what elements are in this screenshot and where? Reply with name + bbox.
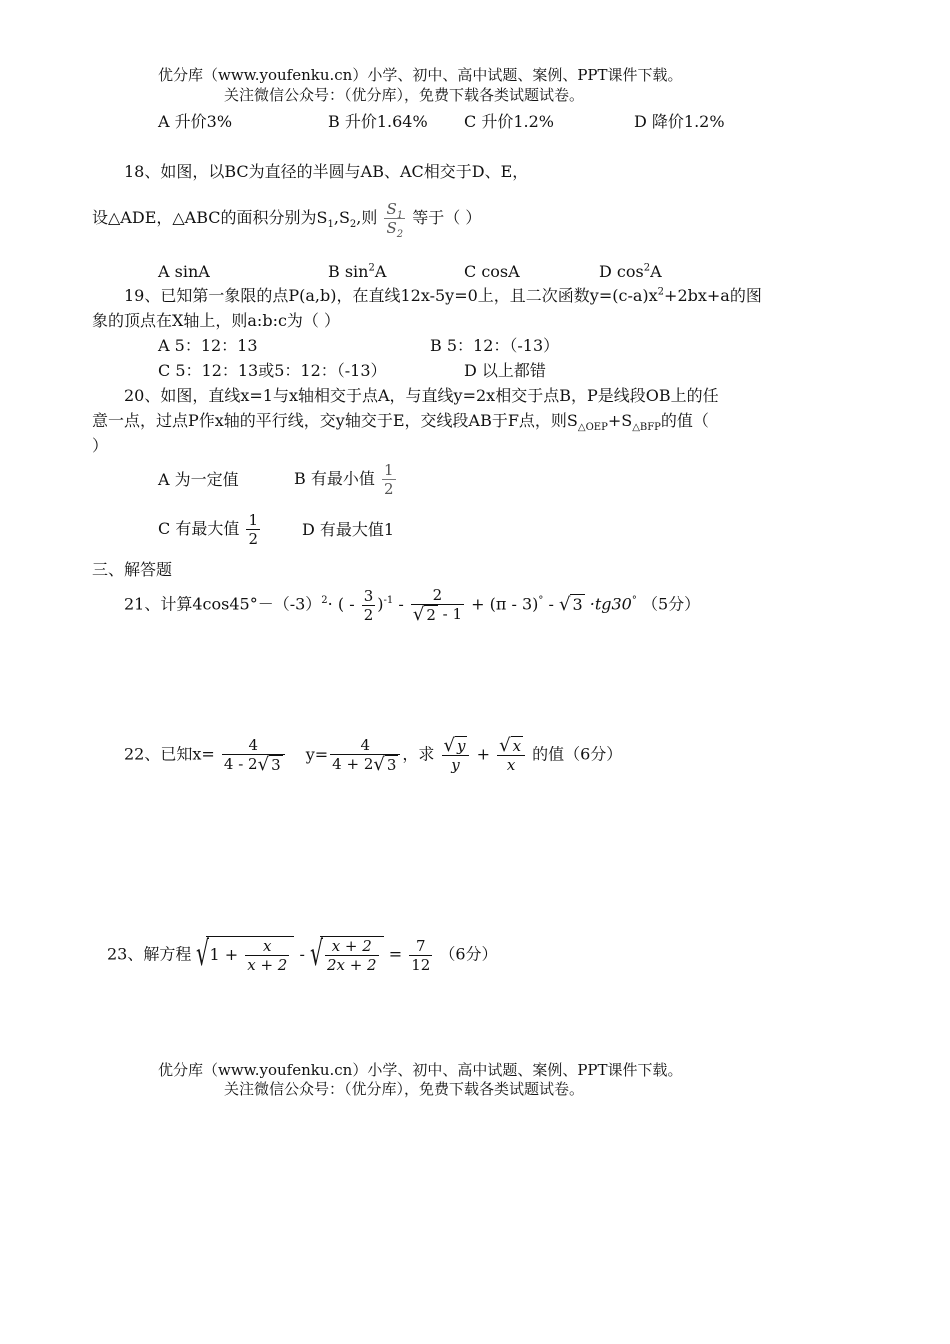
- q20-opt-b-text: B 有最小值: [294, 469, 375, 488]
- q21-sup-2: -1: [383, 595, 394, 607]
- q19-line-2: 象的顶点在X轴上，则a:b:c为（ ）: [92, 311, 341, 330]
- q23-f1-num: x: [263, 937, 272, 955]
- q22-f2-den: x: [497, 755, 525, 774]
- q23-fraction-1: [245, 937, 289, 974]
- q18-opt-d-post: A: [650, 262, 662, 281]
- q18-opt-d-pre: D cos: [599, 262, 644, 281]
- q21-tg: ·tg30: [589, 594, 632, 614]
- q18-option-a: A sinA: [158, 262, 210, 281]
- q17-option-a: A 升价3%: [158, 112, 233, 131]
- q23-f1-den: x + 2: [247, 956, 288, 974]
- q17-option-d: D 降价1.2%: [634, 112, 725, 131]
- q17-option-b: B 升价1.64%: [328, 112, 428, 131]
- q22-expression: [124, 736, 622, 774]
- q18-frac-den: S: [386, 219, 397, 237]
- q21-sup-1: 2: [321, 595, 328, 607]
- q18-opt-b-sup: 2: [368, 262, 375, 274]
- q18-line-1: 18、如图，以BC为直径的半圆与AB、AC相交于D、E，: [124, 162, 529, 181]
- q23-f2-den: 2x + 2: [326, 956, 377, 974]
- q20-opt-c-den: 2: [248, 530, 258, 548]
- q20-option-b: [294, 461, 398, 498]
- q23-one-plus: 1 +: [209, 945, 239, 964]
- q18-fraction: [384, 200, 405, 240]
- q20-option-c: [158, 511, 262, 548]
- q22-y-radical: √ 3: [373, 754, 397, 775]
- q22-x-radical: √ 3: [257, 754, 281, 775]
- q22-plus: +: [476, 744, 490, 764]
- q22-x-num: 4: [248, 736, 259, 754]
- q23-rhs-fraction: [409, 937, 432, 974]
- footer-line-2: 关注微信公众号：（优分库），免费下载各类试题试卷。: [224, 1080, 585, 1098]
- q21-expression: [124, 586, 700, 624]
- q18-frac-num: S: [386, 200, 397, 218]
- q22-y-den-pre: 4 + 2: [332, 755, 374, 773]
- q22-pre: 22、已知x=: [124, 744, 215, 764]
- q22-y-den-rad: 3: [386, 756, 397, 774]
- q23-minus: -: [299, 944, 305, 964]
- q22-y-num: 4: [360, 736, 371, 754]
- q20-line-2: [92, 411, 709, 434]
- q21-degree: °: [538, 595, 544, 607]
- q21-minus: -: [398, 594, 404, 614]
- q18-then: ,则: [356, 208, 378, 227]
- q18-option-d: [599, 262, 662, 282]
- q21-f2-num: 2: [432, 586, 443, 604]
- q22-post: 的值（6分）: [532, 744, 623, 764]
- q22-y-label: y=: [305, 744, 329, 764]
- q23-fraction-2: [325, 937, 379, 974]
- q19-line-1: [124, 286, 762, 306]
- q20-line-3: ）: [92, 436, 109, 455]
- q21-paren-open: ( -: [337, 594, 355, 614]
- header-line-2: 关注微信公众号：（优分库），免费下载各类试题试卷。: [224, 86, 585, 104]
- q18-option-b: [328, 262, 386, 282]
- q18-comma: ,S: [333, 208, 350, 227]
- q22-fraction-2: [497, 736, 525, 774]
- q19-option-b: B 5：12：（-13）: [430, 336, 560, 355]
- q17-option-c: C 升价1.2%: [464, 112, 554, 131]
- section-3-title: 三、解答题: [92, 560, 173, 579]
- q19-option-d: D 以上都错: [464, 361, 546, 380]
- q20-sub-oep: △OEP: [577, 422, 608, 434]
- q23-expression: [107, 936, 498, 974]
- q21-f2-den-rad: 2: [426, 606, 436, 624]
- header-line-1: 优分库（www.youfenku.cn）小学、初中、高中试题、案例、PPT课件下载。: [158, 66, 683, 84]
- q22-x-fraction: [222, 736, 285, 774]
- q23-pre: 23、解方程: [107, 944, 192, 964]
- q18-text-pre: 设△ADE，△ABC的面积分别为S: [92, 208, 328, 227]
- q22-f2-num-rad: x: [512, 737, 522, 755]
- q18-line-2: [92, 200, 482, 240]
- q20-opt-c-num: 1: [248, 511, 258, 529]
- q22-x-den-rad: 3: [271, 756, 281, 774]
- q18-opt-d-sup: 2: [643, 262, 651, 274]
- q20-plus-s: +S: [607, 411, 633, 430]
- q20-opt-c-text: C 有最大值: [158, 519, 240, 538]
- q20-option-a: A 为一定值: [158, 470, 239, 489]
- q23-eq: =: [388, 944, 403, 964]
- q18-opt-b-post: A: [374, 262, 387, 281]
- q22-f1-radical: √ y: [443, 735, 466, 756]
- q22-f1-den: y: [442, 755, 470, 774]
- q22-f2-radical: √ x: [499, 735, 522, 756]
- q20-line-1: 20、如图，直线x=1与x轴相交于点A，与直线y=2x相交于点B，P是线段OB上的任: [124, 386, 719, 405]
- q20-opt-c-fraction: [246, 511, 260, 548]
- q22-ask: ，求: [402, 744, 435, 764]
- q21-radical-3: √ 3: [558, 594, 583, 615]
- q22-x-den-pre: 4 - 2: [223, 755, 258, 773]
- q21-plus-pi: + (π - 3): [471, 594, 539, 614]
- q21-minus-2: -: [548, 594, 554, 614]
- q21-f1-num: 3: [363, 586, 374, 605]
- q21-f1-den: 2: [363, 605, 374, 624]
- q23-radical-1: √ 1 + $\frac{x}{x + 2}$: [196, 936, 294, 974]
- q18-sub-1: 1: [327, 219, 334, 231]
- q18-frac-num-sub: 1: [396, 210, 404, 221]
- q19-option-a: A 5：12：13: [158, 336, 258, 355]
- q20-opt-b-fraction: [382, 461, 396, 498]
- q20-line2-post: 的值（: [660, 411, 709, 430]
- q20-option-d: D 有最大值1: [302, 520, 395, 539]
- q22-fraction-1: [442, 736, 470, 774]
- q19-line1-pre: 19、已知第一象限的点P(a,b)，在直线12x-5y=0上，且二次函数y=(c-a)x: [124, 286, 658, 305]
- q18-equals: 等于（ ）: [412, 208, 482, 227]
- q19-line1-post: +2bx+a的图: [664, 286, 762, 305]
- q20-sub-bfp: △BFP: [632, 422, 661, 434]
- q23-rhs-num: 7: [415, 936, 426, 955]
- q23-radical-2: √ $\frac{x + 2}{2x + 2}$: [310, 936, 384, 974]
- q23-f2-num: x + 2: [331, 937, 372, 955]
- q21-f2-radical: √ 2: [412, 604, 436, 625]
- q21-pre: 21、计算4cos45°－（-3）: [124, 594, 322, 614]
- q18-opt-b-pre: B sin: [328, 262, 369, 281]
- q21-rad-3: 3: [572, 595, 583, 614]
- q22-y-fraction: [330, 736, 400, 774]
- q21-f2-den-post: - 1: [442, 605, 463, 623]
- q18-frac-den-sub: 2: [396, 229, 404, 240]
- q23-rhs-den: 12: [411, 955, 431, 974]
- q21-degree-2: °: [631, 595, 637, 607]
- q21-fraction-2: [411, 586, 464, 624]
- q19-option-c: C 5：12：13或5：12：（-13）: [158, 361, 387, 380]
- q22-f1-num-rad: y: [457, 737, 466, 755]
- q18-sub-2: 2: [349, 219, 357, 231]
- q23-score: （6分）: [439, 944, 498, 964]
- q19-line1-sup: 2: [657, 286, 665, 298]
- footer-line-1: 优分库（www.youfenku.cn）小学、初中、高中试题、案例、PPT课件下载。: [158, 1061, 683, 1079]
- q21-paren-close: ): [377, 594, 384, 614]
- q21-fraction-1: [362, 587, 376, 624]
- q21-dot: ·: [327, 594, 333, 614]
- q20-opt-b-den: 2: [383, 480, 394, 498]
- q18-option-c: C cosA: [464, 262, 520, 281]
- q20-line2-pre: 意一点，过点P作x轴的平行线，交y轴交于E，交线段AB于F点，则S: [92, 411, 578, 430]
- q20-opt-b-num: 1: [383, 461, 394, 479]
- q21-score: （5分）: [641, 594, 701, 614]
